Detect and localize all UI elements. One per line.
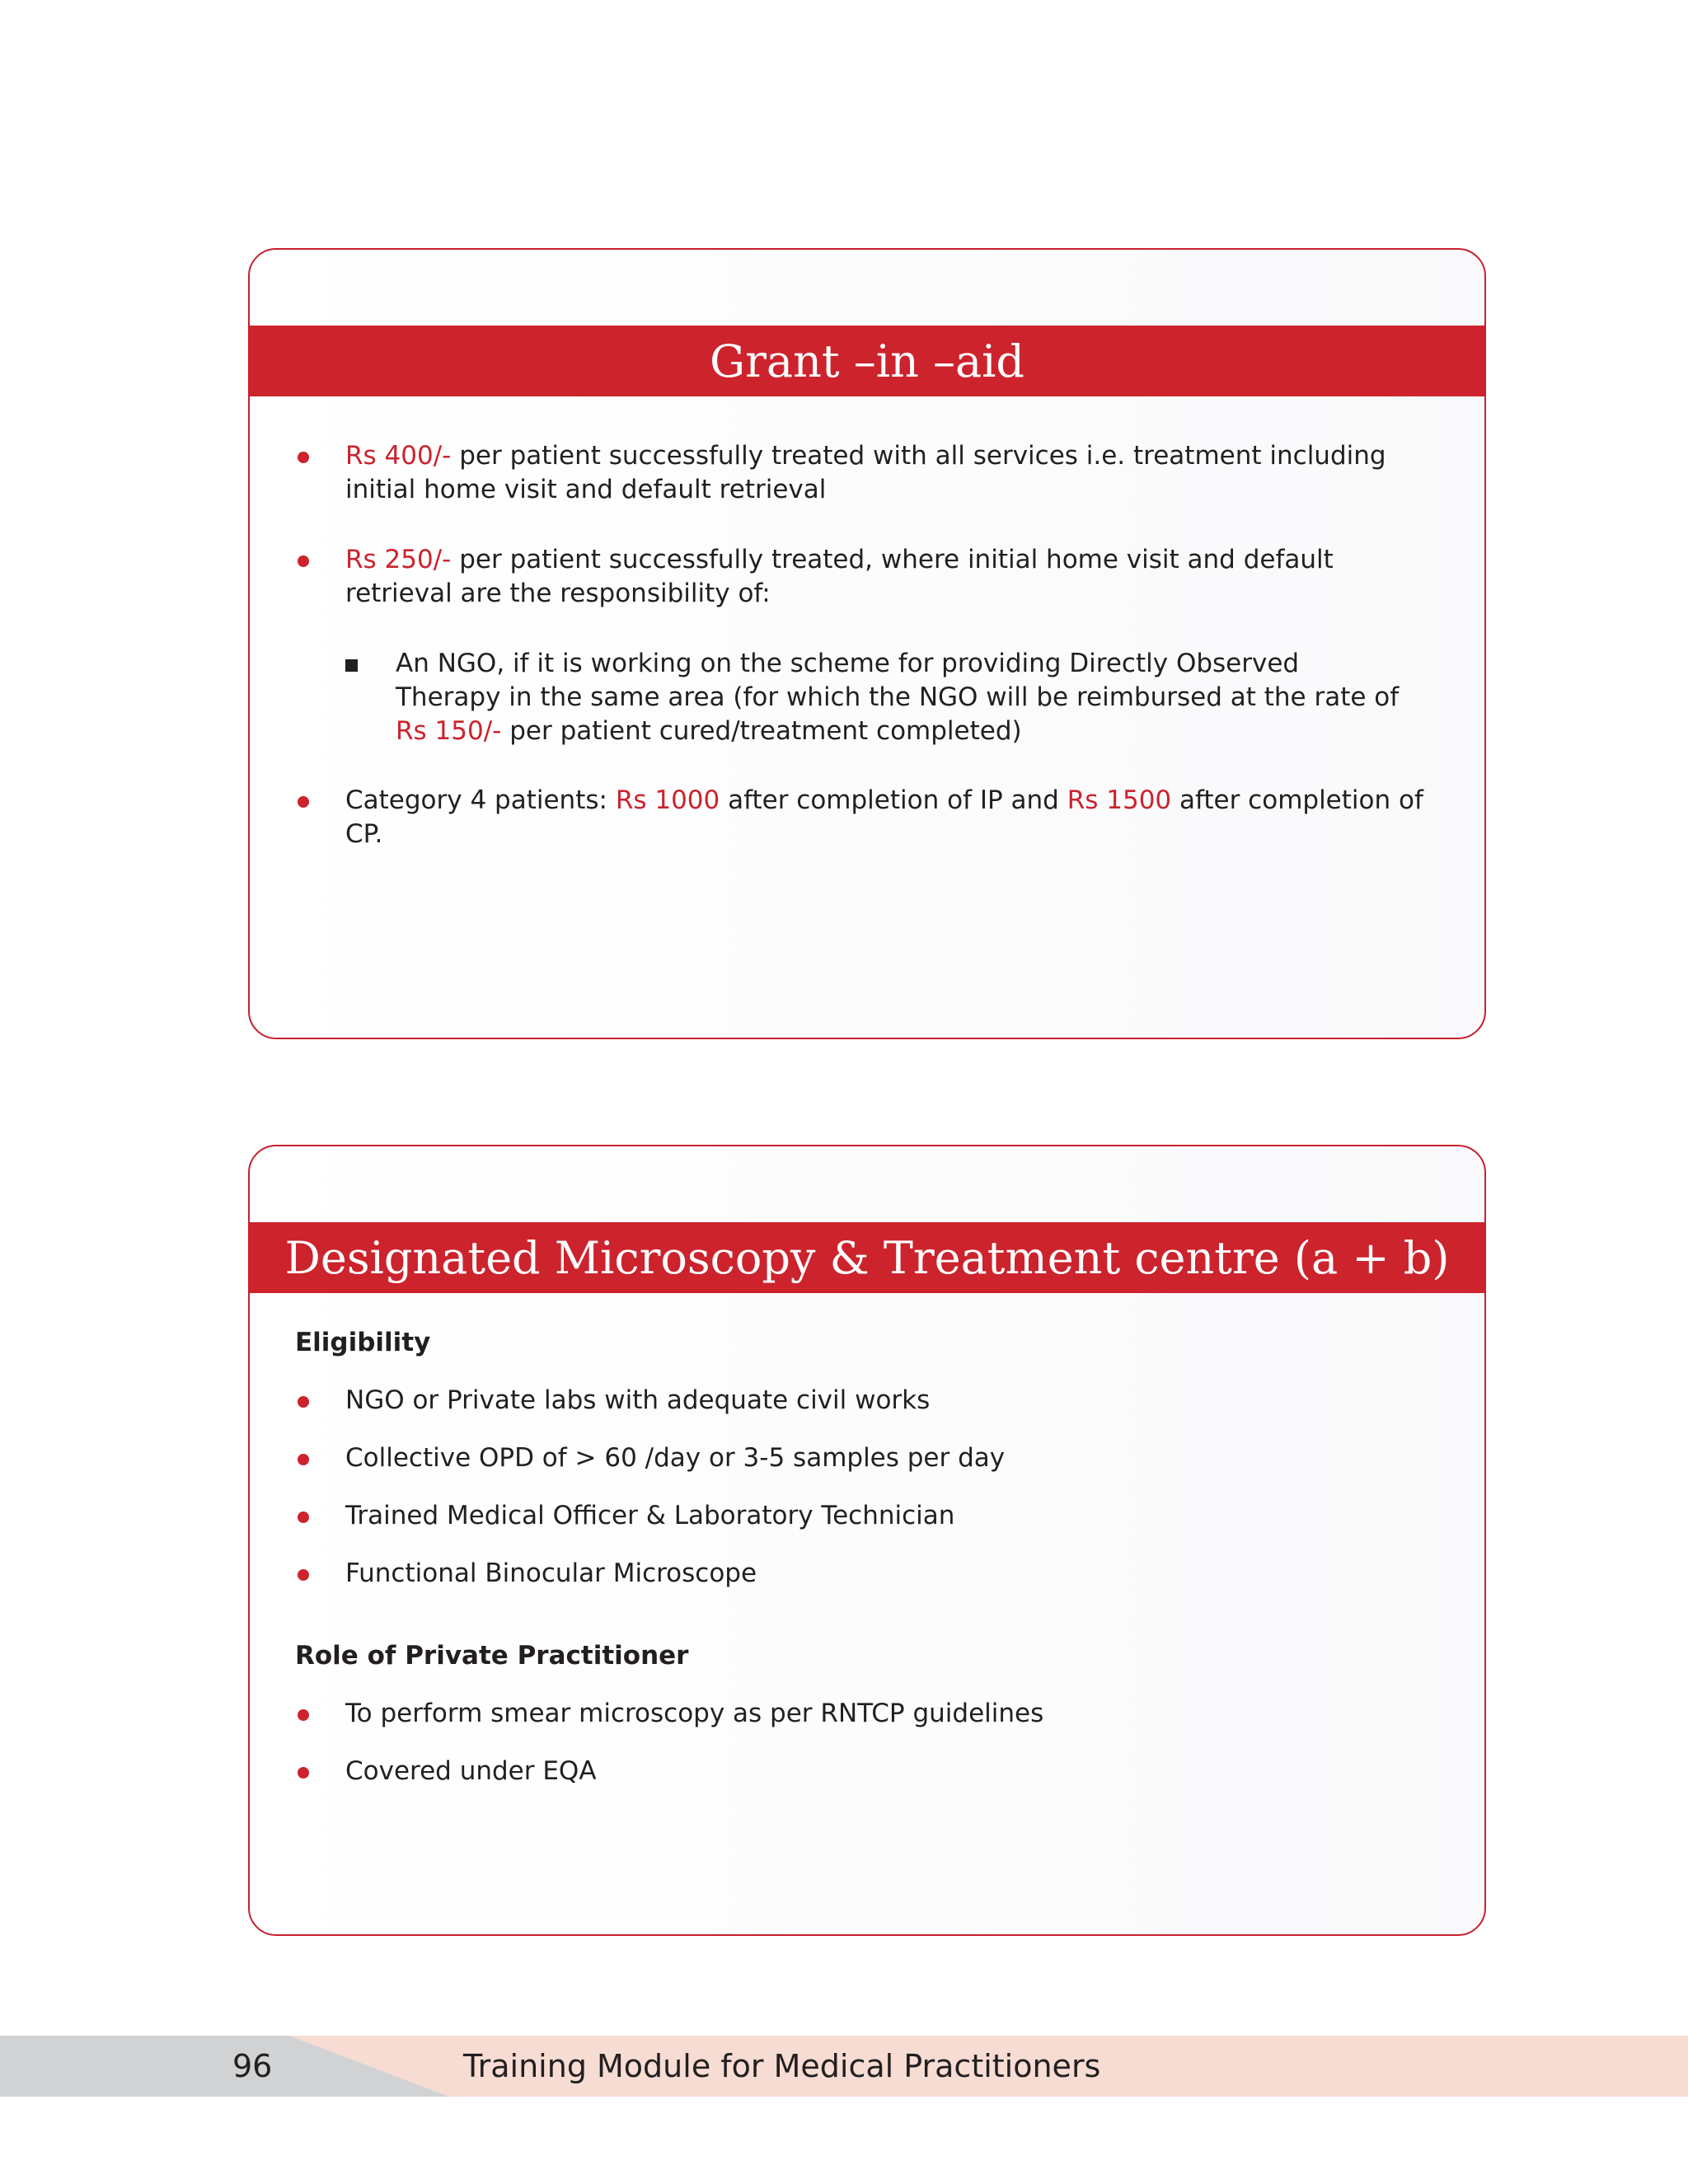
list-item bbox=[298, 1697, 1435, 1731]
grant-in-aid-slide bbox=[248, 248, 1486, 1039]
role-heading: Role of Private Practitioner bbox=[295, 1641, 689, 1671]
designated-microscopy-slide bbox=[248, 1145, 1486, 1936]
item-text: NGO or Private labs with adequate civil works bbox=[345, 1385, 931, 1415]
amount: Rs 400/- bbox=[345, 441, 452, 471]
sub-list-item bbox=[345, 647, 1409, 748]
amount: Rs 1000 bbox=[615, 785, 720, 815]
bullet-icon bbox=[298, 1709, 309, 1721]
footer-gray-band bbox=[0, 2036, 449, 2097]
item-text: Collective OPD of > 60 /day or 3-5 samples per day bbox=[345, 1443, 1006, 1473]
item-text: Category 4 patients: bbox=[345, 785, 616, 815]
footer-title: Training Module for Medical Practitioners bbox=[463, 2048, 1101, 2084]
bullet-icon bbox=[298, 452, 309, 463]
page-footer bbox=[0, 2036, 1688, 2097]
slide-title: Designated Microscopy & Treatment centre (a + b) bbox=[250, 1222, 1484, 1293]
slide-title: Grant –in –aid bbox=[250, 326, 1484, 396]
list-item bbox=[298, 1384, 1435, 1418]
list-item bbox=[298, 439, 1435, 507]
bullet-icon bbox=[298, 1569, 309, 1581]
item-text: An NGO, if it is working on the scheme for providing Directly Observed Therapy in the same area (for which the NGO will be reimbursed at the rate of bbox=[396, 649, 1400, 712]
list-item bbox=[298, 1441, 1435, 1475]
list-item bbox=[298, 1557, 1435, 1591]
item-text: per patient successfully treated with all services i.e. treatment including initial home visit and default retrieval bbox=[345, 441, 1386, 504]
amount: Rs 250/- bbox=[345, 545, 452, 574]
item-text: Trained Medical Officer & Laboratory Technician bbox=[345, 1501, 955, 1530]
list-item bbox=[298, 543, 1435, 611]
item-text: after completion of IP and bbox=[720, 785, 1067, 815]
bullet-icon bbox=[298, 555, 309, 567]
item-text: Covered under EQA bbox=[345, 1756, 597, 1786]
item-text: per patient cured/treatment completed) bbox=[501, 716, 1022, 746]
amount: Rs 1500 bbox=[1067, 785, 1172, 815]
item-text: after completion of CP. bbox=[345, 785, 1423, 849]
item-text: per patient successfully treated, where initial home visit and default retrieval are the responsibility of: bbox=[345, 545, 1334, 608]
amount: Rs 150/- bbox=[396, 716, 502, 746]
bullet-icon bbox=[298, 796, 309, 808]
eligibility-heading: Eligibility bbox=[295, 1328, 431, 1357]
list-item bbox=[298, 1755, 1435, 1788]
list-item bbox=[298, 784, 1435, 851]
bullet-icon bbox=[298, 1454, 309, 1465]
bullet-icon bbox=[298, 1396, 309, 1408]
square-bullet-icon bbox=[345, 659, 358, 672]
bullet-icon bbox=[298, 1767, 309, 1779]
item-text: Functional Binocular Microscope bbox=[345, 1558, 757, 1588]
list-item bbox=[298, 1499, 1435, 1533]
item-text: To perform smear microscopy as per RNTCP guidelines bbox=[345, 1699, 1044, 1728]
bullet-icon bbox=[298, 1511, 309, 1523]
page-number: 96 bbox=[232, 2048, 273, 2084]
